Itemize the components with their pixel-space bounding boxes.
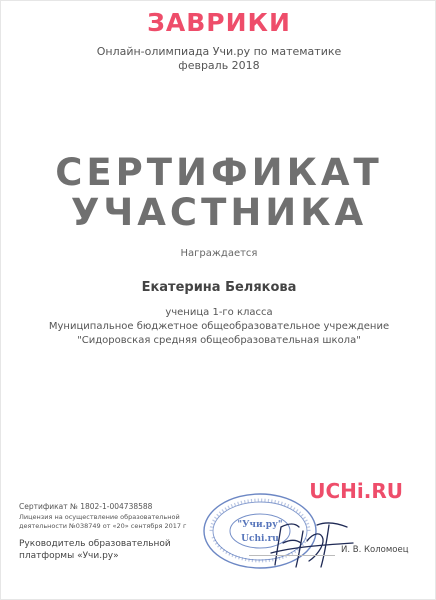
signer-title-line2: платформы «Учи.ру» bbox=[19, 551, 119, 561]
awarded-label: Награждается bbox=[180, 248, 258, 259]
stamp-text-bottom: Uchi.ru bbox=[241, 534, 279, 544]
license-line2: деятельности №038749 от «20» сентября 2017 г bbox=[19, 522, 187, 530]
signer-title-line1: Руководитель образовательной bbox=[19, 539, 171, 549]
school-name: "Сидоровская средняя общеобразовательная школа" bbox=[77, 335, 361, 346]
certificate-title-line2: УЧАСТНИКА bbox=[70, 191, 368, 234]
signature-line bbox=[249, 555, 335, 556]
olympiad-title: Онлайн-олимпиада Учи.ру по математике bbox=[96, 45, 342, 58]
brand-logo: ЗАВРИКИ bbox=[147, 8, 291, 37]
uchi-logo: UCHi.RU bbox=[309, 479, 403, 503]
institution-type: Муниципальное бюджетное общеобразовательное учреждение bbox=[48, 321, 390, 332]
certificate-title-line1: СЕРТИФИКАТ bbox=[55, 151, 383, 194]
stamp-text-top: "Учи.ру" bbox=[237, 520, 283, 530]
certificate-number: Сертификат № 1802-1-004738588 bbox=[19, 502, 153, 511]
signer-name: И. В. Коломоец bbox=[341, 545, 409, 555]
signature-icon bbox=[263, 513, 355, 573]
recipient-name: Екатерина Белякова bbox=[141, 280, 297, 295]
olympiad-date: февраль 2018 bbox=[178, 59, 260, 72]
license-line1: Лицензия на осуществление образовательной bbox=[19, 513, 180, 521]
recipient-grade: ученица 1-го класса bbox=[165, 307, 273, 318]
